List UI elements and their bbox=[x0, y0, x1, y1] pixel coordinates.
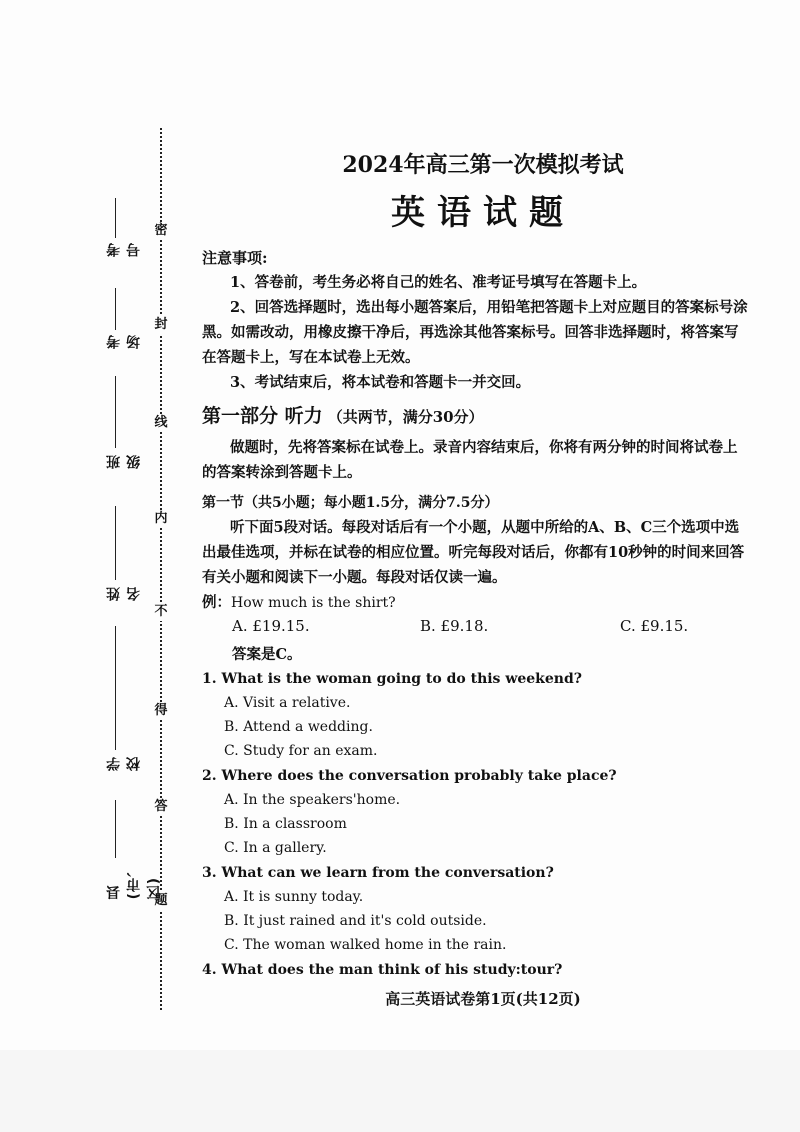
scan-background bbox=[0, 1050, 800, 1132]
example-label: 例： bbox=[202, 594, 231, 611]
field-label: 学校 bbox=[106, 756, 142, 771]
example-option: B. £9.18. bbox=[420, 617, 489, 635]
seal-char: 不 bbox=[154, 604, 168, 619]
question-text: 2. Where does the conversation probably take place? bbox=[202, 768, 617, 784]
question-text: 3. What can we learn from the conversation? bbox=[202, 865, 554, 881]
option[interactable]: A. In the speakers'home. bbox=[224, 792, 401, 808]
field-label: 班级 bbox=[106, 454, 142, 469]
section-heading: 第一节（共5小题；每小题1.5分，满分7.5分） bbox=[202, 495, 499, 511]
option[interactable]: C. Study for an exam. bbox=[224, 743, 378, 759]
option[interactable]: B. It just rained and it's cold outside. bbox=[224, 913, 487, 929]
seal-char: 答 bbox=[154, 799, 168, 814]
notice-line: 1、答卷前，考生务必将自己的姓名、准考证号填写在答题卡上。 bbox=[230, 274, 647, 291]
subject-title: 英语试题 bbox=[391, 193, 575, 233]
option[interactable]: B. In a classroom bbox=[224, 816, 347, 832]
part-instruction: 的答案转涂到答题卡上。 bbox=[202, 464, 362, 481]
field-label: 姓名 bbox=[106, 586, 142, 601]
example-question-text: How much is the shirt? bbox=[231, 595, 396, 611]
option[interactable]: A. Visit a relative. bbox=[224, 695, 351, 711]
example-question bbox=[202, 591, 764, 615]
seal-char: 内 bbox=[154, 511, 168, 526]
seal-char: 封 bbox=[154, 317, 168, 332]
notice-line: 黑。如需改动，用橡皮擦干净后，再选涂其他答案标号。回答非选择题时，将答案写 bbox=[202, 324, 739, 341]
section-instruction: 听下面5段对话。每段对话后有一个小题，从题中所给的A、B、C三个选项中选 bbox=[230, 519, 740, 536]
notice-line: 3、考试结束后，将本试卷和答题卡一并交回。 bbox=[230, 374, 531, 391]
field-label: 考号 bbox=[106, 242, 142, 257]
part-score: （共两节，满分30分） bbox=[327, 408, 484, 426]
notice-line: 2、回答选择题时，选出每小题答案后，用铅笔把答题卡上对应题目的答案标号涂 bbox=[230, 299, 748, 316]
option[interactable]: B. Attend a wedding. bbox=[224, 719, 373, 735]
option[interactable]: C. The woman walked home in the rain. bbox=[224, 937, 507, 953]
option[interactable]: A. It is sunny today. bbox=[224, 889, 364, 905]
example-option: A. £19.15. bbox=[232, 617, 310, 635]
field-label: 考场 bbox=[106, 334, 142, 349]
part-title: 第一部分 听力 bbox=[202, 405, 323, 427]
seal-char: 得 bbox=[154, 703, 168, 718]
field-label: 县(市、区) bbox=[106, 862, 162, 900]
seal-char: 题 bbox=[154, 893, 168, 908]
question-text: 1. What is the woman going to do this weekend? bbox=[202, 671, 582, 687]
option[interactable]: C. In a gallery. bbox=[224, 840, 327, 856]
part-instruction: 做题时，先将答案标在试卷上。录音内容结束后，你将有两分钟的时间将试卷上 bbox=[230, 439, 738, 456]
page-footer: 高三英语试卷第1页(共12页) bbox=[385, 990, 581, 1008]
seal-char: 密 bbox=[154, 223, 168, 238]
example-option: C. £9.15. bbox=[620, 617, 689, 635]
example-answer: 答案是C。 bbox=[232, 646, 302, 663]
notice-heading: 注意事项: bbox=[202, 249, 268, 267]
section-instruction: 出最佳选项，并标在试卷的相应位置。听完每段对话后，你都有10秒钟的时间来回答 bbox=[202, 544, 745, 561]
exam-title: 2024年高三第一次模拟考试 bbox=[342, 152, 624, 178]
notice-line: 在答题卡上，写在本试卷上无效。 bbox=[202, 349, 420, 366]
part-heading bbox=[202, 402, 764, 432]
section-instruction: 有关小题和阅读下一小题。每段对话仅读一遍。 bbox=[202, 569, 507, 586]
seal-char: 线 bbox=[154, 415, 168, 430]
question-text: 4. What does the man think of his study:tour? bbox=[202, 962, 563, 978]
